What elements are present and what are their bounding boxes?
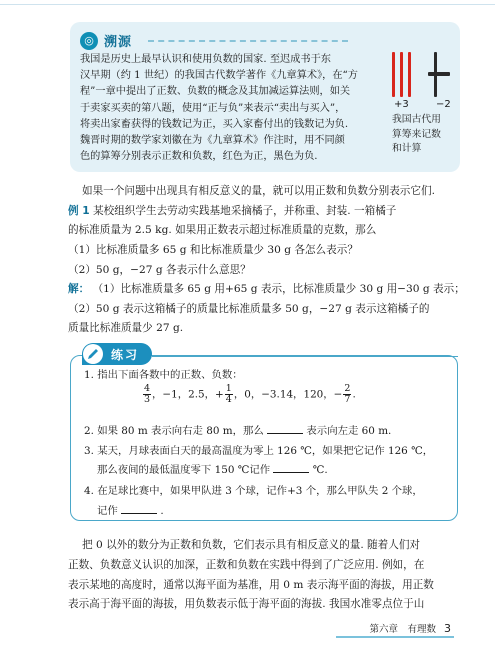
example-label: 例 1 <box>68 205 90 217</box>
intro-line: 如果一个问题中出现具有相反意义的量，就可以用正数和负数分别表示它们. <box>82 185 435 197</box>
red-rod <box>392 52 395 97</box>
example-text: 某校组织学生去劳动实践基地采摘橘子，并称重、封装. 一箱橘子 <box>93 205 397 217</box>
solution-label: 解： <box>68 283 90 295</box>
source-line: 我国是历史上最早认识和使用负数的国家. 至迟成书于东 <box>80 54 331 65</box>
fraction: $\frac{4}{3}$ <box>144 383 151 405</box>
solution-text: （1）比标准质量多 65 g 用+65 g 表示，比标准质量少 30 g 用−30 g 表示； <box>92 283 465 295</box>
paragraph-line: 把 0 以外的数分为正数和负数，它们表示具有相反意义的量. 随着人们对 <box>82 539 421 551</box>
page-number: 3 <box>444 622 451 635</box>
answer-blank[interactable] <box>273 462 309 473</box>
solution-line: 质量比标准质量少 27 g. <box>68 322 184 334</box>
top-rule <box>0 4 495 5</box>
figure-caption <box>392 113 450 157</box>
footer-bar <box>336 636 454 638</box>
source-line: 色的算筹分别表示正数和负数，红色为正，黑色为负. <box>80 151 318 163</box>
question-4-cont: 记作 . <box>97 505 164 517</box>
question-3: 3. 某天，月球表面白天的最高温度为零上 126 ℃，如果把它记作 126 ℃， <box>84 445 434 457</box>
caption-line: 算筹来记数 <box>392 128 441 140</box>
caption-line: 我国古代用 <box>392 114 441 125</box>
question-4: 4. 在足球比赛中，如果甲队进 3 个球，记作+3 个，那么甲队失 2 个球， <box>84 485 423 497</box>
paragraph-line: 正数、负数意义认识的加深，正数和负数在实践中得到了广泛应用. 例如，在 <box>68 559 425 571</box>
question-3-cont: 那么夜间的最低温度零下 150 ℃记作 ℃. <box>97 464 328 476</box>
page-footer <box>369 621 451 635</box>
source-header <box>80 31 132 50</box>
scroll-icon: ◎ <box>80 32 98 50</box>
exercise-title: 练习 <box>111 347 140 362</box>
answer-blank[interactable] <box>267 423 303 434</box>
question-1: 1. 指出下面各数中的正数、负数： <box>84 369 243 381</box>
source-title: 溯源 <box>104 35 133 50</box>
exercise-header-rule <box>152 356 458 357</box>
positive-value: +3 <box>394 99 409 110</box>
source-line: 汉早期（约 1 世纪）的我国古代数学著作《九章算术》，在“方 <box>80 70 358 82</box>
paragraph-line: 表示某地的高度时，通常以海平面为基准，用 0 m 表示海平面的海拔，用正数 <box>68 579 434 591</box>
example-line <box>68 203 458 218</box>
fraction: $\frac{2}{7}$ <box>344 383 351 405</box>
question-line: （1）比标准质量多 65 g 和比标准质量少 30 g 各怎么表示？ <box>68 244 358 256</box>
source-line: 将卖出家畜获得的钱数记为正，买入家畜付出的钱数记为负. <box>80 118 349 130</box>
fraction: $\frac{1}{4}$ <box>225 383 232 405</box>
source-text <box>80 52 376 165</box>
chapter-label: 第六章 有理数 <box>369 624 436 635</box>
question-2: 2. 如果 80 m 表示向右走 80 m，那么 表示向左走 60 m. <box>84 425 392 437</box>
caption-line: 和计算 <box>392 143 422 154</box>
number-list-text: ，0，−3.14，120，− <box>233 388 343 401</box>
red-rod <box>400 52 403 97</box>
question-line: （2）50 g，−27 g 各表示什么意思？ <box>68 264 251 276</box>
solution-line: （2）50 g 表示这箱橘子的质量比标准质量多 50 g，−27 g 表示这箱橘子的 <box>68 303 430 315</box>
source-line: 于卖家买卖的第八题，使用“正与负”来表示“卖出与买入”， <box>80 102 346 114</box>
answer-blank[interactable] <box>121 503 157 514</box>
number-list-text: ，−1，2.5，+ <box>152 388 224 401</box>
black-rod-horizontal <box>428 72 450 76</box>
paragraph-line: 表示高于海平面的海拔，用负数表示低于海平面的海拔. 我国水准零点位于山 <box>68 598 425 610</box>
example-line: 的标准质量为 2.5 kg. 如果用正数表示超过标准质量的克数，那么 <box>68 224 377 236</box>
red-rod <box>408 52 411 97</box>
question-1-numbers <box>142 384 495 405</box>
counting-rods-figure <box>390 52 460 97</box>
number-list-end: . <box>352 388 356 401</box>
exercise-tab <box>82 343 152 365</box>
solution-line <box>68 281 465 296</box>
pencil-icon <box>83 344 103 364</box>
source-divider <box>148 40 348 42</box>
source-line: 程”一章中提出了正数、负数的概念及其加减运算法则，如关 <box>80 86 351 98</box>
source-line: 魏晋时期的数学家刘徽在为《九章算术》作注时，用不同颜 <box>80 135 345 147</box>
negative-value: −2 <box>436 99 451 110</box>
